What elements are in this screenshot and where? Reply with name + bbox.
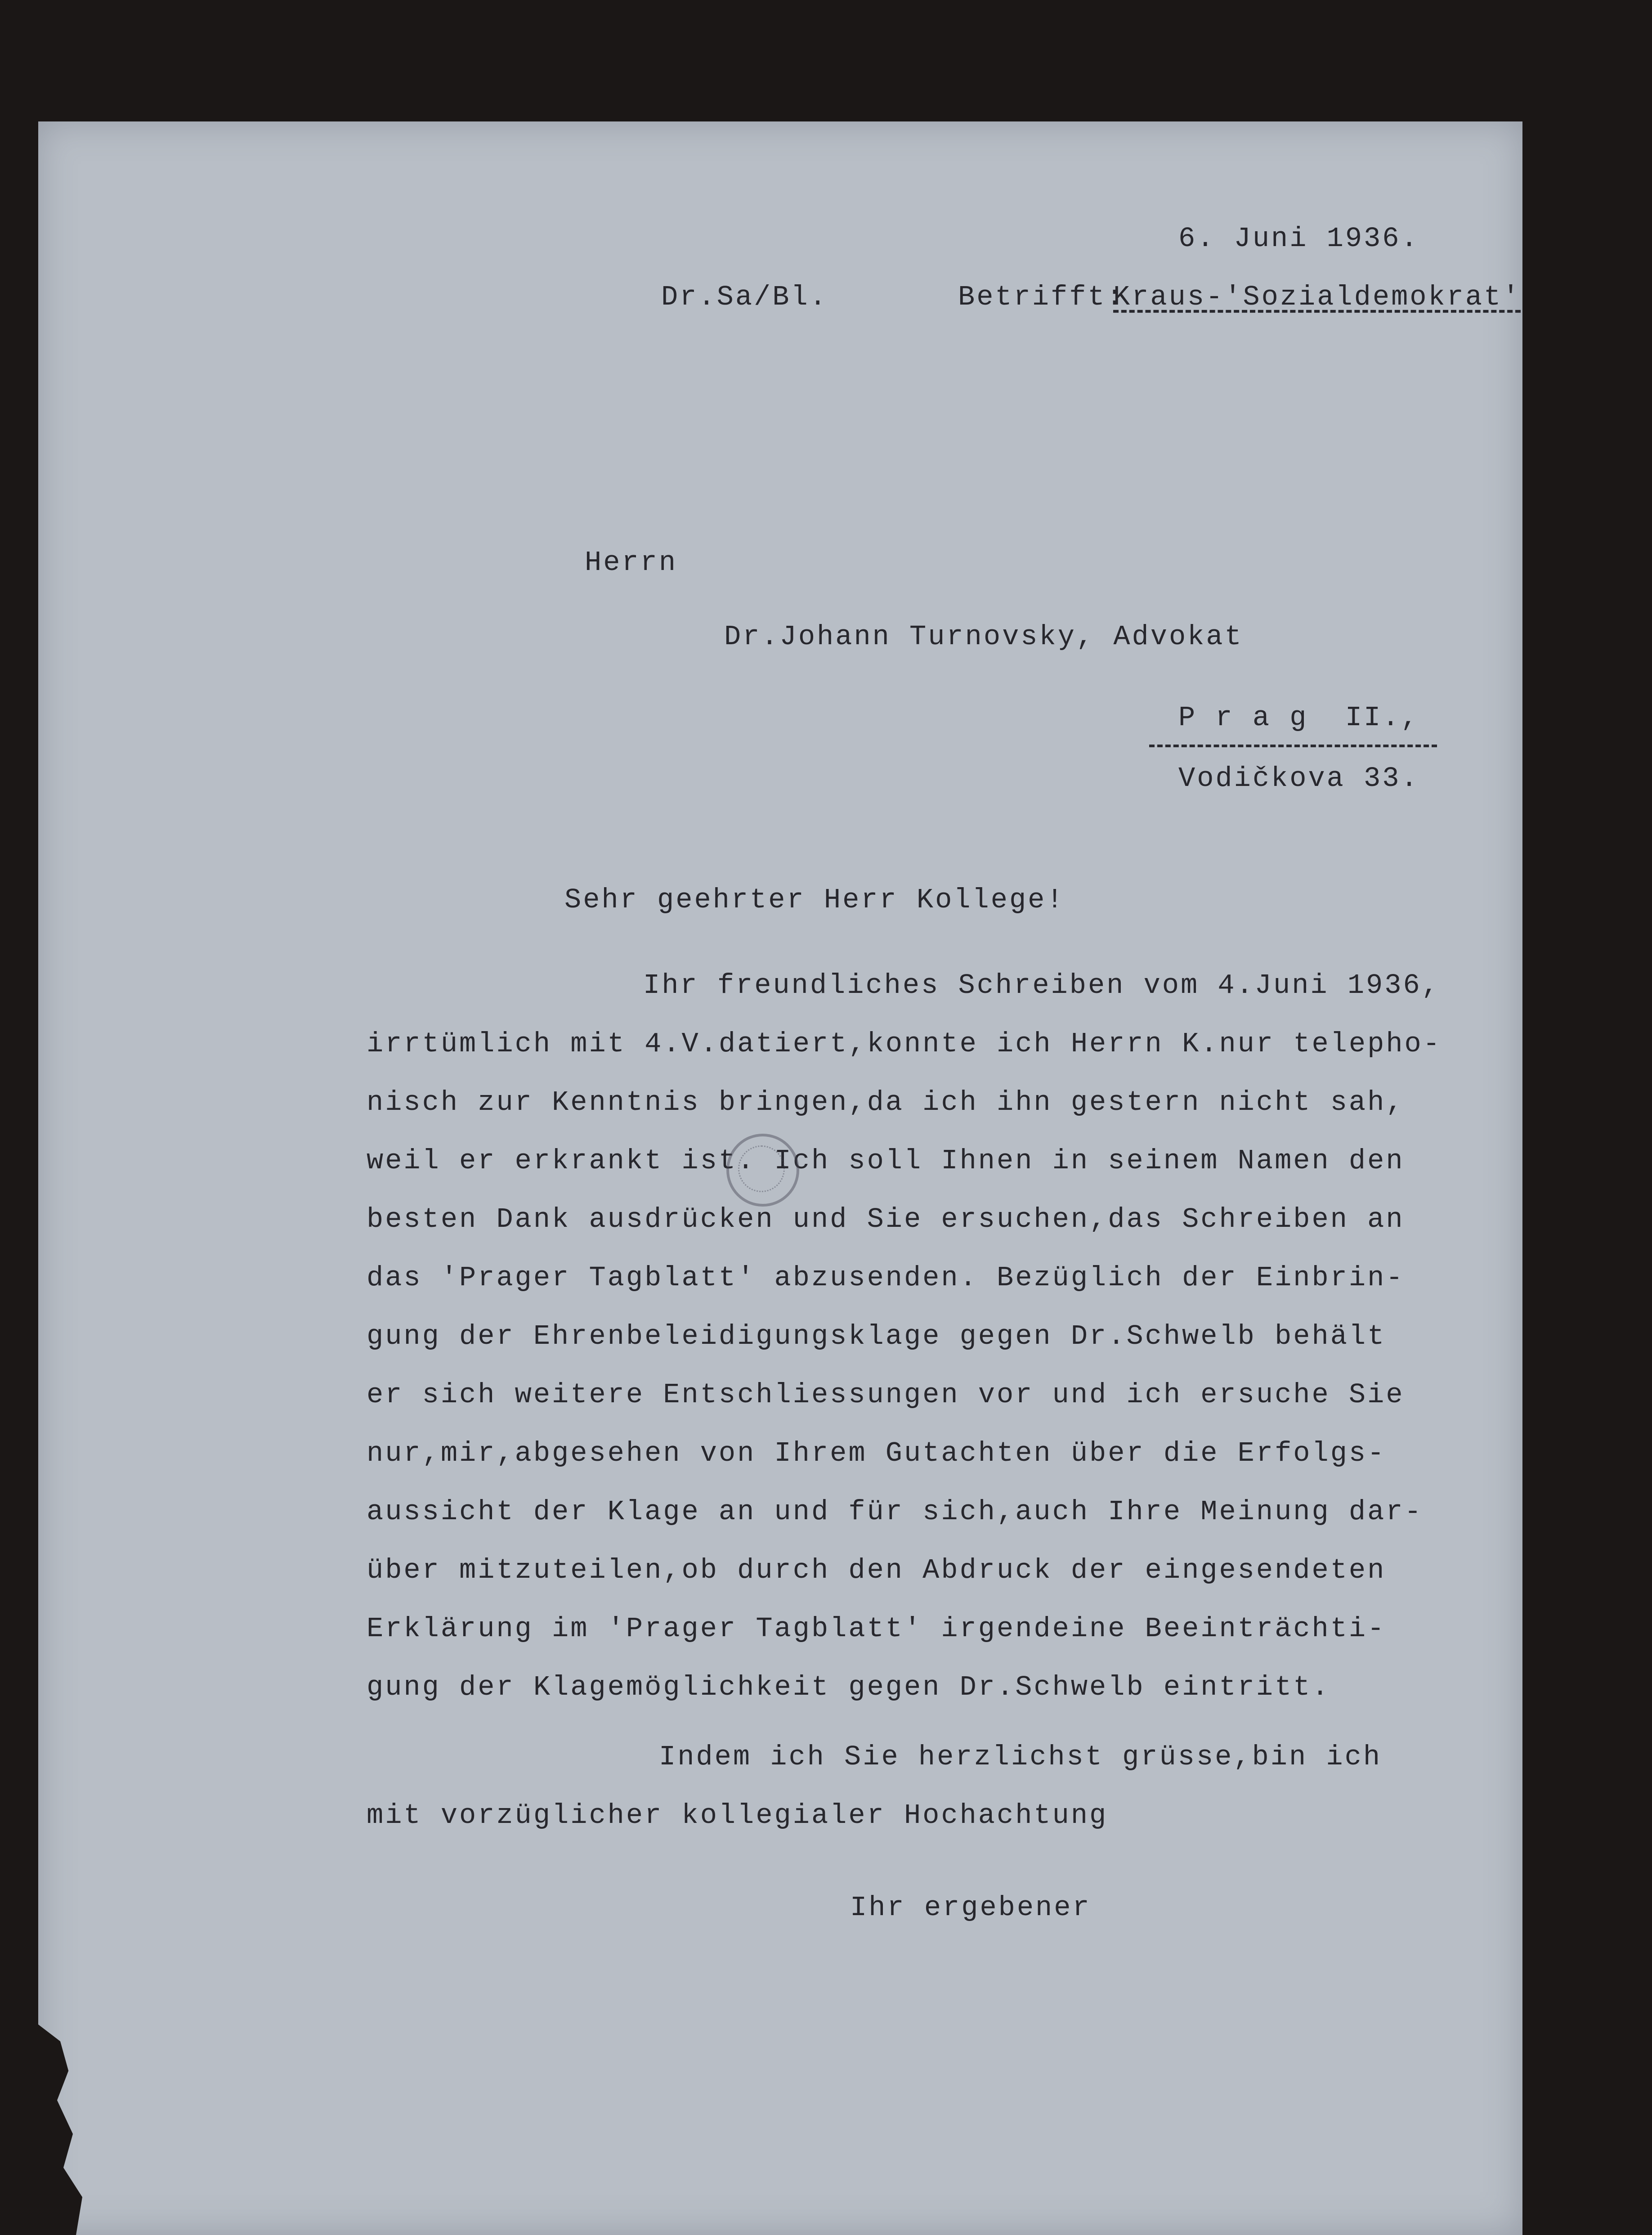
- closing-line: Indem ich Sie herzlichst grüsse,bin ich: [659, 1741, 1382, 1773]
- subject-label: Betrifft:: [958, 281, 1125, 313]
- letter-date: 6. Juni 1936.: [1178, 223, 1419, 255]
- body-line: Ihr freundliches Schreiben vom 4.Juni 1936,: [643, 969, 1440, 1001]
- body-line: über mitzuteilen,ob durch den Abdruck der eingesendeten: [367, 1554, 1386, 1586]
- greeting: Sehr geehrter Herr Kollege!: [564, 884, 1065, 916]
- closing-line: mit vorzüglicher kollegialer Hochachtung: [367, 1800, 1108, 1831]
- body-line: er sich weitere Entschliessungen vor und ich ersuche Sie: [367, 1379, 1405, 1411]
- body-line: nisch zur Kenntnis bringen,da ich ihn gestern nicht sah,: [367, 1086, 1405, 1118]
- recipient-city: P r a g II.,: [1178, 702, 1419, 734]
- stamp-seal: [726, 1134, 799, 1207]
- body-line: aussicht der Klage an und für sich,auch Ihre Meinung dar-: [367, 1496, 1423, 1528]
- body-line: gung der Klagemöglichkeit gegen Dr.Schwelb eintritt.: [367, 1671, 1330, 1703]
- body-line: nur,mir,abgesehen von Ihrem Gutachten über die Erfolgs-: [367, 1437, 1386, 1469]
- body-line: irrtümlich mit 4.V.datiert,konnte ich Herrn K.nur telepho-: [367, 1028, 1442, 1060]
- body-line: das 'Prager Tagblatt' abzusenden. Bezüglich der Einbrin-: [367, 1262, 1405, 1294]
- body-line: Erklärung im 'Prager Tagblatt' irgendeine Beeinträchti-: [367, 1613, 1386, 1645]
- subject-text: Kraus-'Sozialdemokrat': [1113, 281, 1521, 313]
- recipient-street: Vodičkova 33.: [1178, 763, 1419, 794]
- body-line: besten Dank ausdrücken und Sie ersuchen,das Schreiben an: [367, 1203, 1405, 1235]
- reference-code: Dr.Sa/Bl.: [661, 281, 828, 313]
- city-underline: [1149, 745, 1437, 747]
- recipient-name: Dr.Johann Turnovsky, Advokat: [724, 621, 1243, 653]
- body-line: weil er erkrankt ist. Ich soll Ihnen in seinem Namen den: [367, 1145, 1405, 1177]
- signoff: Ihr ergebener: [850, 1892, 1091, 1924]
- body-line: gung der Ehrenbeleidigungsklage gegen Dr.Schwelb behält: [367, 1320, 1386, 1352]
- recipient-salutation: Herrn: [585, 547, 678, 579]
